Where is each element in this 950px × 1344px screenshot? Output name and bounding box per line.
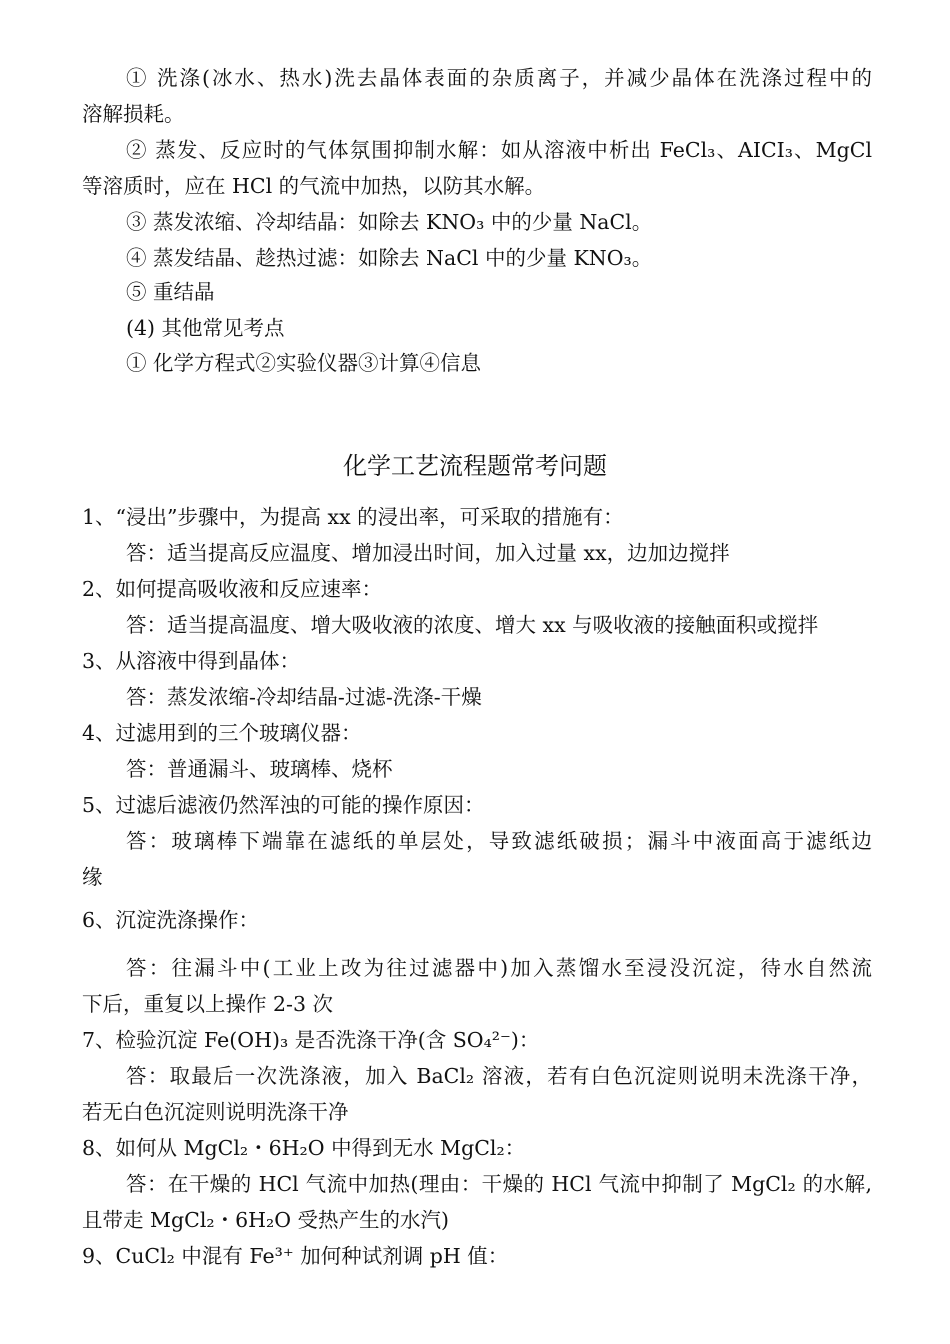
- item-2-line-2: 等溶质时，应在 HCl 的气流中加热，以防其水解。: [82, 174, 546, 198]
- answer-2: 答：适当提高温度、增大吸收液的浓度、增大 xx 与吸收液的接触面积或搅拌: [126, 613, 819, 637]
- question-6: 6、沉淀洗涤操作：: [82, 908, 260, 932]
- item-1-line-2: 溶解损耗。: [82, 102, 185, 126]
- question-2: 2、如何提高吸收液和反应速率：: [82, 577, 383, 601]
- question-1: 1、“浸出”步骤中，为提高 xx 的浸出率，可采取的措施有：: [82, 505, 624, 529]
- question-3: 3、从溶液中得到晶体：: [82, 649, 301, 673]
- answer-5-line-1: 答：玻璃棒下端靠在滤纸的单层处，导致滤纸破损；漏斗中液面高于滤纸边: [126, 829, 872, 853]
- answer-6-line-2: 下后，重复以上操作 2-3 次: [82, 992, 334, 1016]
- page-title: 化学工艺流程题常考问题: [343, 452, 607, 480]
- section-4-points: ① 化学方程式②实验仪器③计算④信息: [126, 351, 482, 375]
- item-4: ④ 蒸发结晶、趁热过滤：如除去 NaCl 中的少量 KNO₃。: [126, 246, 653, 270]
- item-1-line-1: ① 洗涤(冰水、热水)洗去晶体表面的杂质离子，并减少晶体在洗涤过程中的: [126, 66, 872, 90]
- question-9: 9、CuCl₂ 中混有 Fe³⁺ 加何种试剂调 pH 值：: [82, 1244, 509, 1268]
- answer-7-line-1: 答：取最后一次洗涤液，加入 BaCl₂ 溶液，若有白色沉淀则说明未洗涤干净，: [126, 1064, 872, 1088]
- answer-4: 答：普通漏斗、玻璃棒、烧杯: [126, 757, 393, 781]
- question-8: 8、如何从 MgCl₂・6H₂O 中得到无水 MgCl₂：: [82, 1136, 526, 1160]
- section-4-heading: (4) 其他常见考点: [126, 316, 285, 340]
- question-5: 5、过滤后滤液仍然浑浊的可能的操作原因：: [82, 793, 485, 817]
- answer-3: 答：蒸发浓缩-冷却结晶-过滤-洗涤-干燥: [126, 685, 482, 709]
- answer-5-line-2: 缘: [82, 865, 103, 889]
- answer-7-line-2: 若无白色沉淀则说明洗涤干净: [82, 1100, 349, 1124]
- answer-8-line-2: 且带走 MgCl₂・6H₂O 受热产生的水汽): [82, 1208, 450, 1232]
- item-2-line-1: ② 蒸发、反应时的气体氛围抑制水解：如从溶液中析出 FeCl₃、AICI₃、MgCl: [126, 138, 872, 162]
- answer-6-line-1: 答：往漏斗中(工业上改为往过滤器中)加入蒸馏水至浸没沉淀，待水自然流: [126, 956, 872, 980]
- question-4: 4、过滤用到的三个玻璃仪器：: [82, 721, 362, 745]
- item-3: ③ 蒸发浓缩、冷却结晶：如除去 KNO₃ 中的少量 NaCl。: [126, 210, 653, 234]
- question-7: 7、检验沉淀 Fe(OH)₃ 是否洗涤干净(含 SO₄²⁻)：: [82, 1028, 540, 1052]
- item-5: ⑤ 重结晶: [126, 280, 215, 304]
- answer-8-line-1: 答：在干燥的 HCl 气流中加热(理由：干燥的 HCl 气流中抑制了 MgCl₂ 的水解,: [126, 1172, 872, 1196]
- answer-1: 答：适当提高反应温度、增加浸出时间，加入过量 xx，边加边搅拌: [126, 541, 730, 565]
